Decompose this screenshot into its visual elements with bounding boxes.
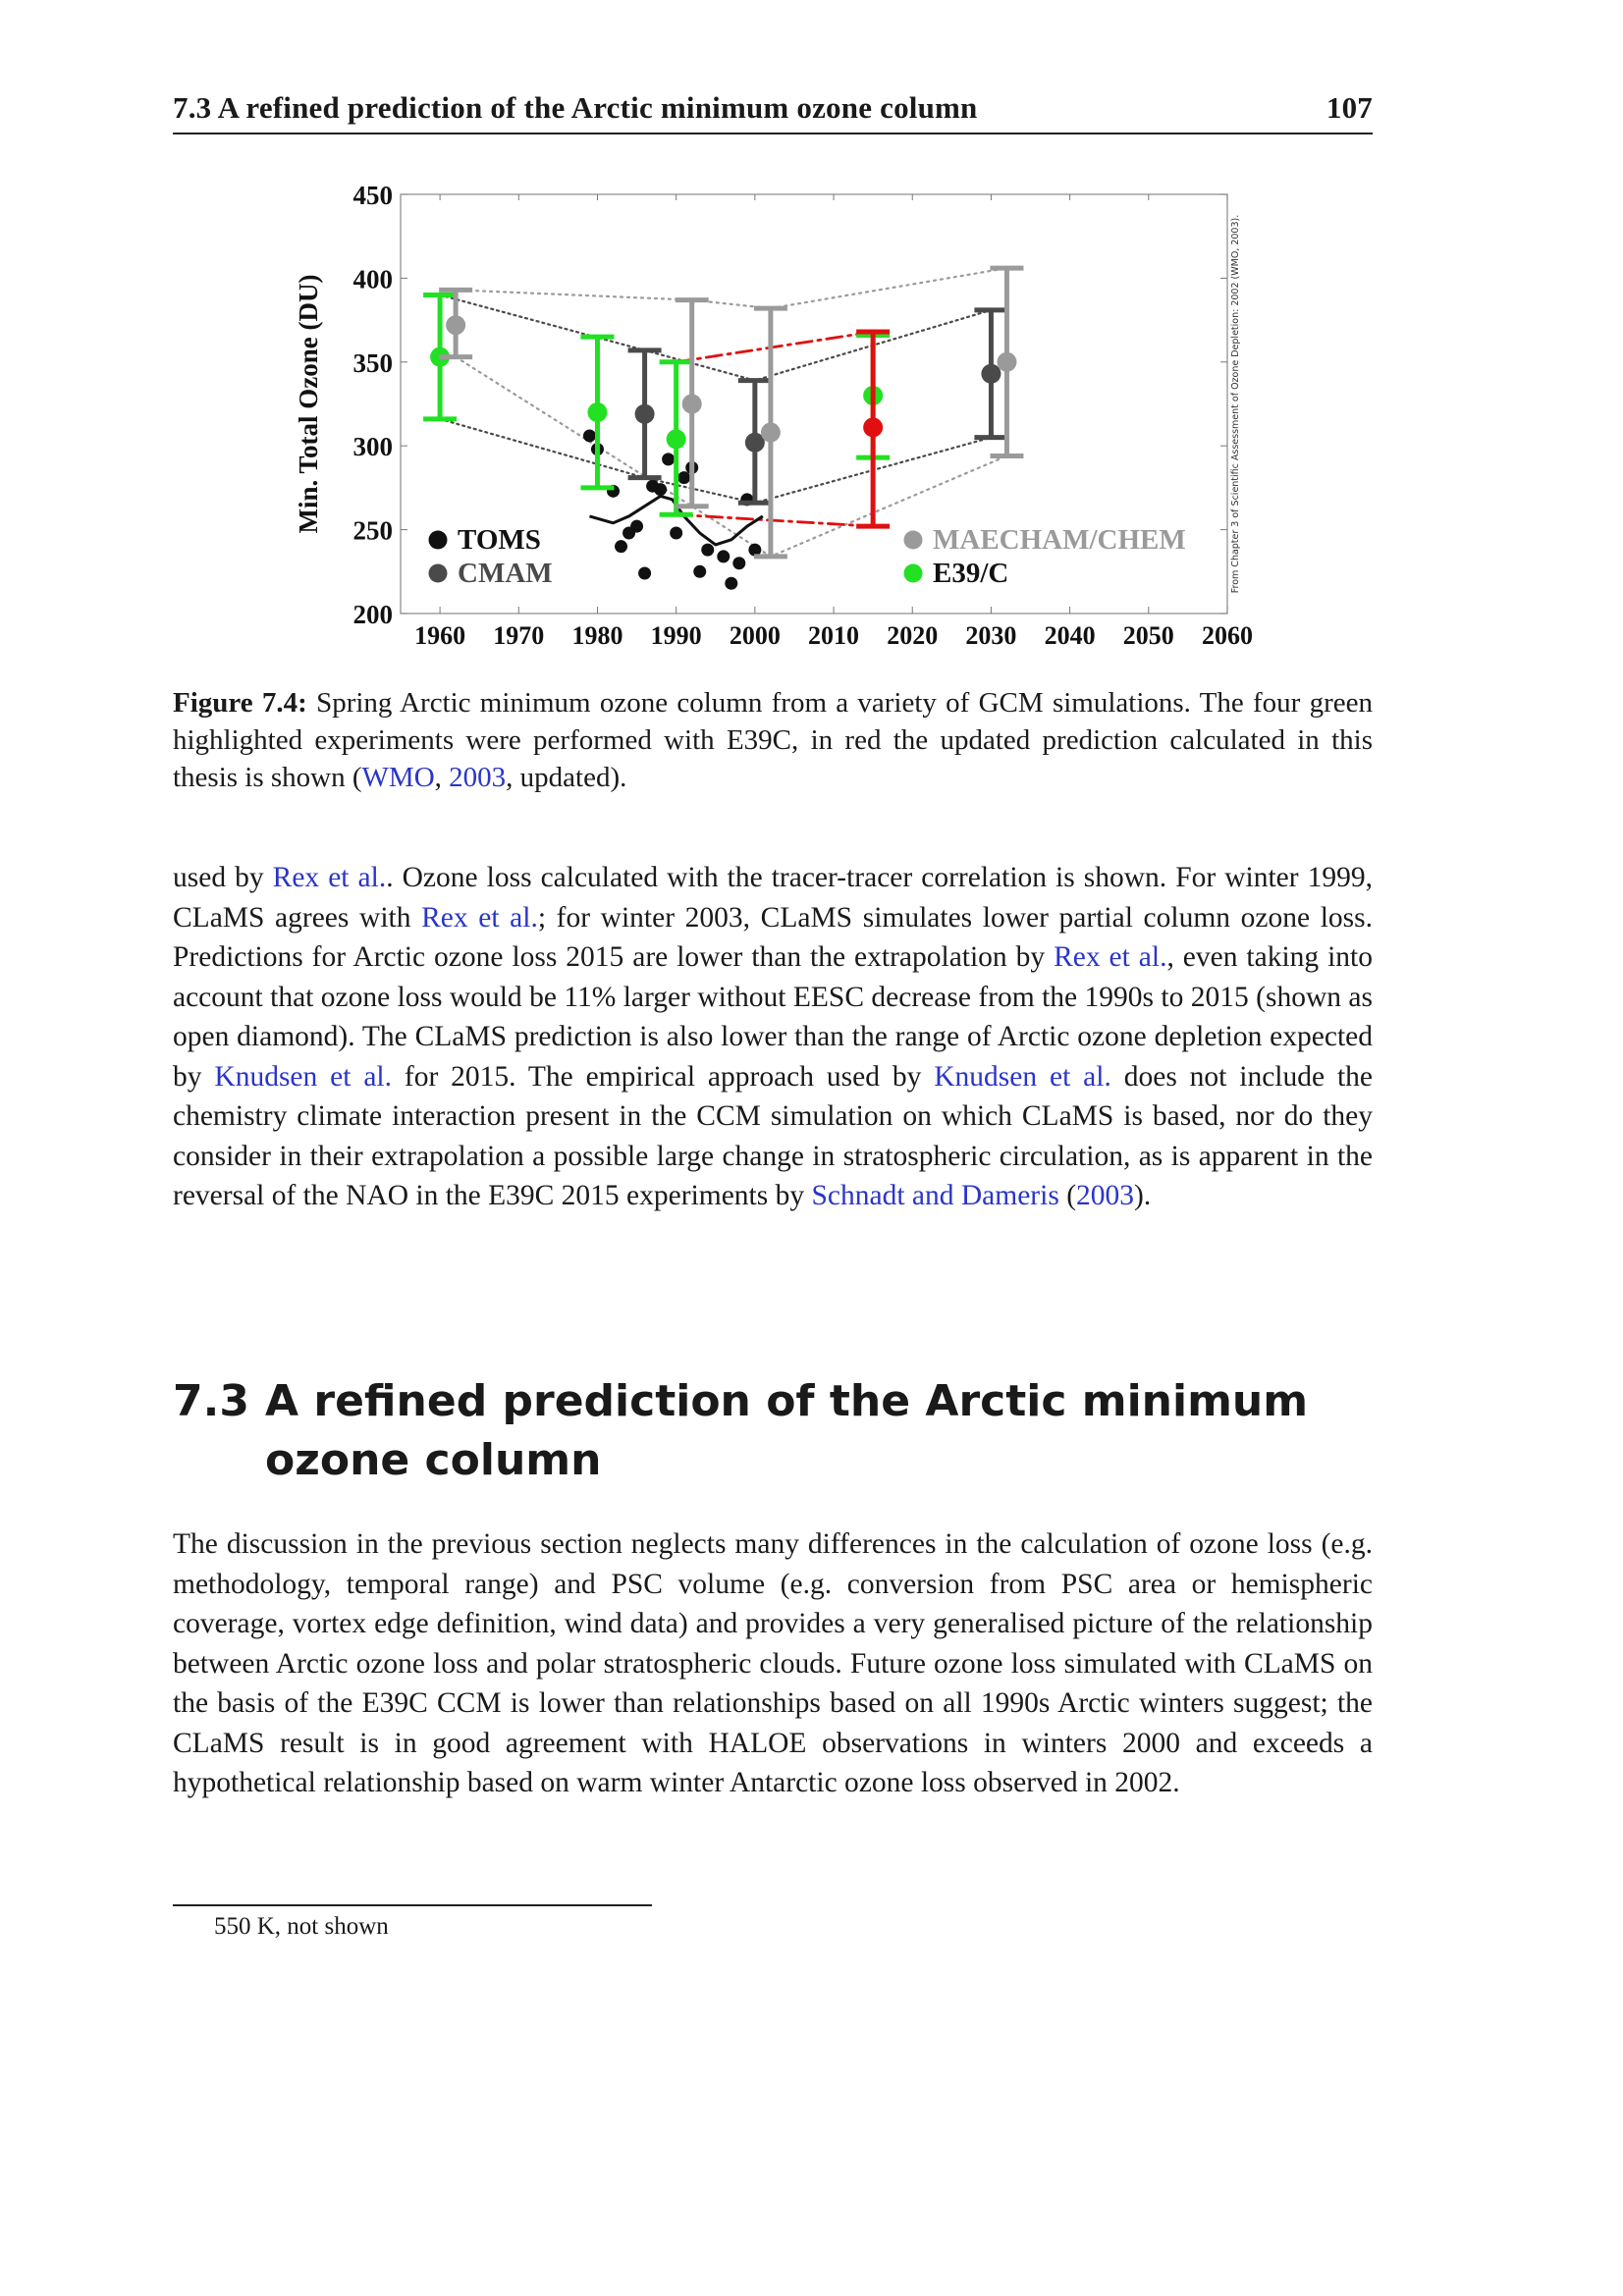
legend-marker [904,564,923,583]
model-mean-point [863,417,883,437]
citation-link[interactable]: Schnadt and Dameris [811,1180,1059,1211]
x-tick-label: 2000 [729,621,781,650]
y-tick-label: 350 [352,347,393,378]
toms-point [615,540,627,553]
model-mean-point [981,364,1001,384]
running-header-title: 7.3 A refined prediction of the Arctic minimum ozone column [173,90,978,125]
section-heading [173,1372,1373,1490]
citation-link[interactable]: Rex et al. [1054,941,1167,973]
legend-marker [429,564,448,583]
section-title: A refined prediction of the Arctic minimum ozone column [265,1376,1309,1485]
legend-label: E39/C [933,558,1009,589]
x-tick-label: 1990 [650,621,702,650]
toms-point [677,471,690,484]
y-tick-label: 200 [352,600,393,629]
toms-point [662,453,675,465]
y-tick-label: 250 [352,515,393,546]
footnote-rule [173,1904,652,1906]
side-credit: From Chapter 3 of Scientific Assessment of Ozone Depletion: 2002 (WMO, 2003). [1230,214,1241,594]
paragraph-text: ( [1058,1180,1077,1211]
toms-point [630,520,643,533]
x-tick-label: 1960 [414,621,466,650]
y-axis-label: Min. Total Ozone (DU) [294,274,323,534]
toms-point [638,567,651,580]
ozone-figure [285,182,1257,663]
citation-link[interactable]: Knudsen et al. [934,1060,1111,1093]
paragraph-1 [173,858,1373,1216]
caption-label: Figure 7.4: [173,687,307,719]
paragraph-text: for 2015. The empirical approach used by [392,1060,935,1093]
toms-point [670,527,682,540]
model-mean-point [635,404,655,424]
model-mean-point [667,429,686,449]
page-number: 107 [1325,90,1373,125]
x-tick-label: 1970 [493,621,545,650]
figure-caption [173,684,1373,796]
model-mean-point [587,402,607,422]
toms-point [717,550,730,562]
model-mean-point [446,315,465,335]
legend-label: MAECHAM/CHEM [933,524,1186,556]
y-tick-label: 450 [352,182,393,210]
toms-point [693,565,706,578]
caption-ref-year[interactable]: 2003 [449,762,507,793]
citation-link[interactable]: Knudsen et al. [214,1060,392,1093]
caption-text: Spring Arctic minimum ozone column from a variety of GCM simulations. The four green highlighted experiments were performed with E39C, in red the updated prediction calculated in this thesis is shown ( [173,687,1374,793]
x-tick-label: 1980 [571,621,623,650]
x-tick-label: 2020 [887,621,939,650]
trend-line [456,268,1006,308]
toms-point [583,429,596,442]
x-tick-label: 2040 [1044,621,1096,650]
legend-label: CMAM [458,558,553,589]
paragraph-text: ; for winter 2003, CLaMS simulates lower partial column ozone loss. Predictions for Arctic ozone loss 2015 are lower than the extrapolation by [173,901,1373,973]
paragraph-text: , even taking into account that ozone loss would be 11% larger without EESC decrease from the 1990s to 2015 (shown as open diamond). The CLaMS prediction is also lower than the range of Arctic ozone depletion expected by [173,941,1373,1093]
caption-tail: , updated). [506,762,627,793]
toms-point [732,557,745,569]
toms-point [701,544,714,557]
citation-link[interactable]: Rex et al. [421,901,538,934]
toms-point [654,483,667,496]
legend-marker [429,531,448,550]
running-header [173,90,1373,126]
section-number: 7.3 [173,1376,249,1426]
trend-line [440,294,991,380]
legend-marker [904,531,923,550]
paragraph-text: used by [173,862,273,893]
paragraph-text: ). [1134,1180,1152,1211]
caption-sep: , [434,762,450,793]
y-tick-label: 300 [352,432,393,462]
toms-point [725,577,737,590]
header-rule [173,133,1373,134]
x-tick-label: 2060 [1202,621,1253,650]
trend-line [676,514,873,526]
legend-label: TOMS [458,524,541,556]
citation-link[interactable]: 2003 [1076,1180,1135,1211]
x-tick-label: 2010 [808,621,860,650]
trend-line [676,332,873,362]
x-tick-label: 2030 [965,621,1017,650]
paragraph-text: does not include the chemistry climate interaction present in the CCM simulation on which CLaMS is based, nor do they consider in their extrapolation a possible large change in stratospheric circulation, as is apparent in the reversal of the NAO in the E39C 2015 experiments by [173,1060,1374,1211]
paragraph-2: The discussion in the previous section neglects many differences in the calculation of ozone loss (e.g. methodology, temporal range) and PSC volume (e.g. conversion from PSC area or hemispheric coverage, vortex edge definition, wind data) and provides a very generalised picture of the relationship between Arctic ozone loss and polar stratospheric clouds. Future ozone loss simulated with CLaMS on the basis of the E39C CCM is lower than relationships based on all 1990s Arctic winters suggest; the CLaMS result is in good agreement with HALOE observations in winters 2000 and exceeds a hypothetical relationship based on warm winter Antarctic ozone loss observed in 2002. [173,1528,1373,1798]
footnote: 550 K, not shown [214,1913,389,1940]
citation-link[interactable]: Rex et al. [272,862,387,893]
model-mean-point [682,395,702,414]
paragraph-text: . Ozone loss calculated with the tracer-tracer correlation is shown. For winter 1999, CLaMS agrees with [173,862,1373,934]
caption-ref-wmo[interactable]: WMO [361,762,435,793]
model-mean-point [761,423,781,443]
trend-line [440,419,991,503]
x-tick-label: 2050 [1122,621,1174,650]
y-tick-label: 400 [352,264,393,294]
model-mean-point [997,352,1016,372]
